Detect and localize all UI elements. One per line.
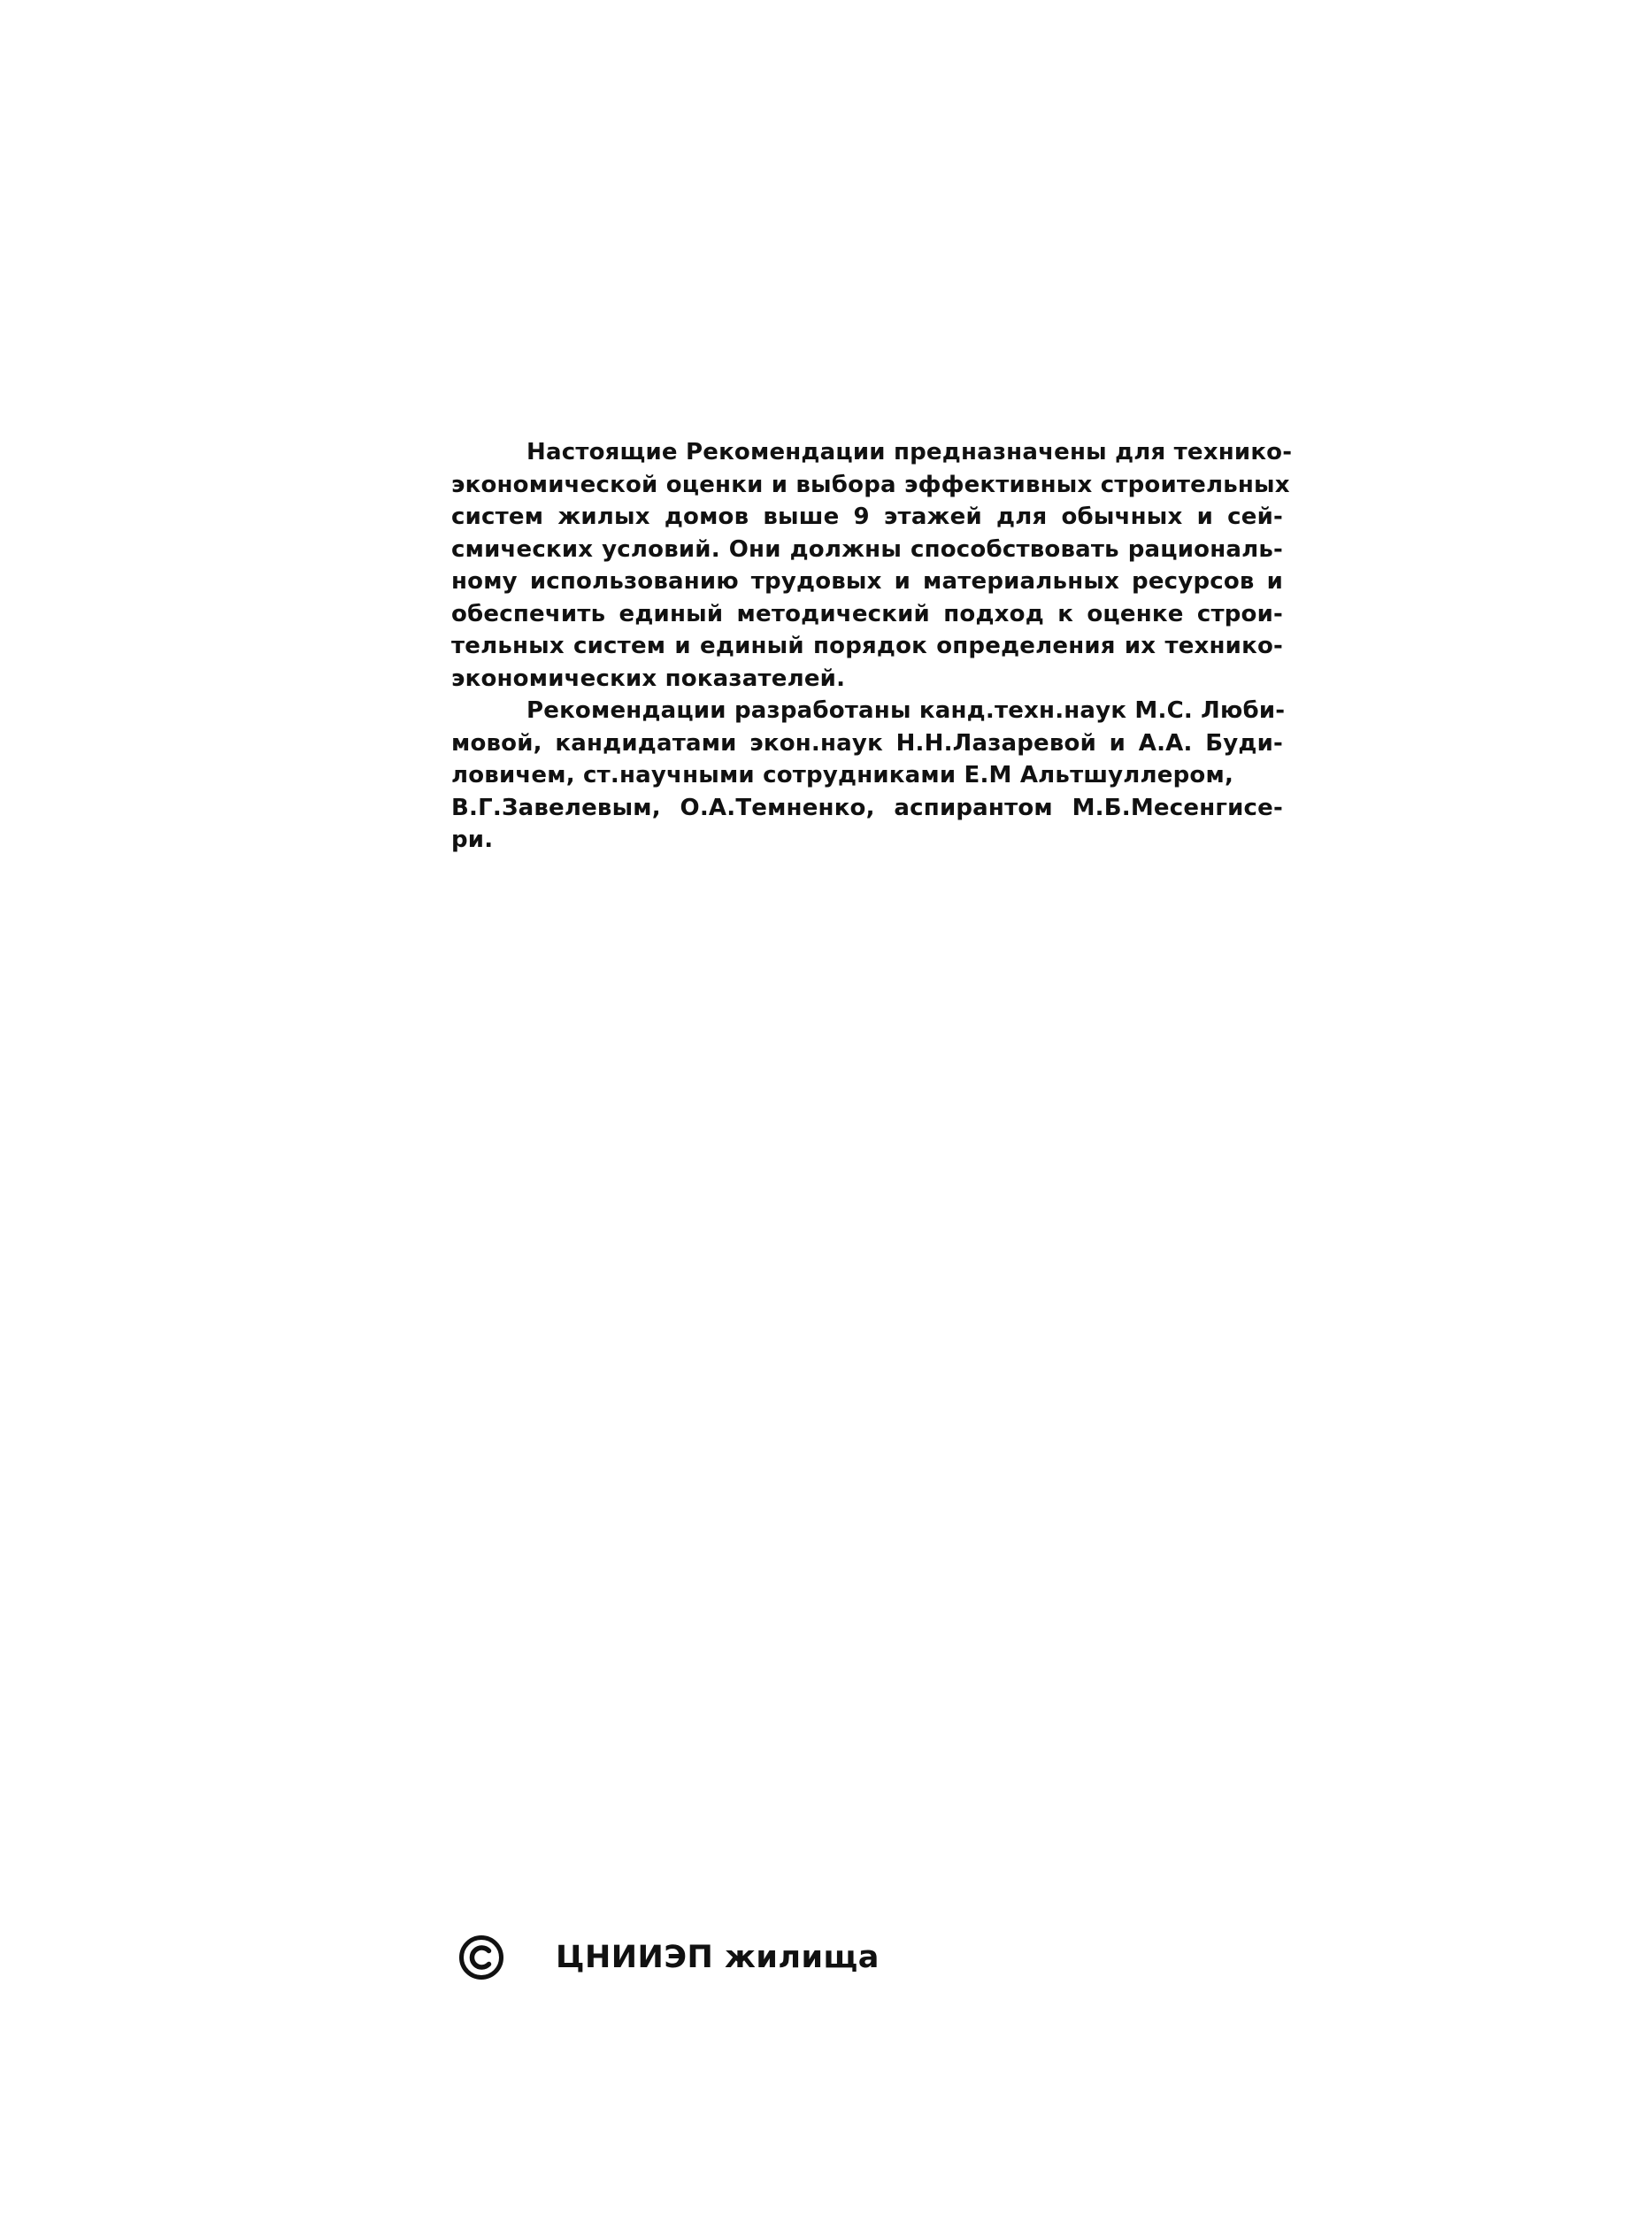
paragraph-purpose (451, 436, 1293, 695)
text-line: ри. (451, 827, 494, 853)
text-line: Настоящие Рекомендации предназначены для технико- (526, 439, 1293, 465)
copyright-icon (458, 1934, 504, 1980)
text-line: смических условий. Они должны способствовать рациональ- (451, 535, 1283, 563)
text-line: экономической оценки и выбора эффективных строительных (451, 471, 1290, 498)
text-line: тельных систем и единый порядок определения их технико- (451, 633, 1283, 659)
text-line: ному использованию трудовых и материальных ресурсов и (451, 568, 1283, 595)
text-line: ловичем, ст.научными сотрудниками Е.М Альтшуллером, (451, 762, 1234, 788)
text-line: Рекомендации разработаны канд.техн.наук М.С. Люби- (526, 697, 1286, 724)
paragraph-authors (451, 695, 1286, 857)
text-line: экономических показателей. (451, 665, 846, 692)
publisher-name: ЦНИИЭП жилища (556, 1940, 880, 1975)
copyright-notice (458, 1931, 880, 1984)
text-line: обеспечить единый методический подход к оценке строи- (451, 600, 1283, 627)
text-line: мовой, кандидатами экон.наук Н.Н.Лазаревой и А.А. Буди- (451, 729, 1283, 757)
text-line: В.Г.Завелевым, О.А.Темненко, аспирантом М.Б.Месенгисе- (451, 794, 1283, 821)
text-line: систем жилых домов выше 9 этажей для обычных и сей- (451, 504, 1283, 530)
body-text (451, 436, 1293, 857)
